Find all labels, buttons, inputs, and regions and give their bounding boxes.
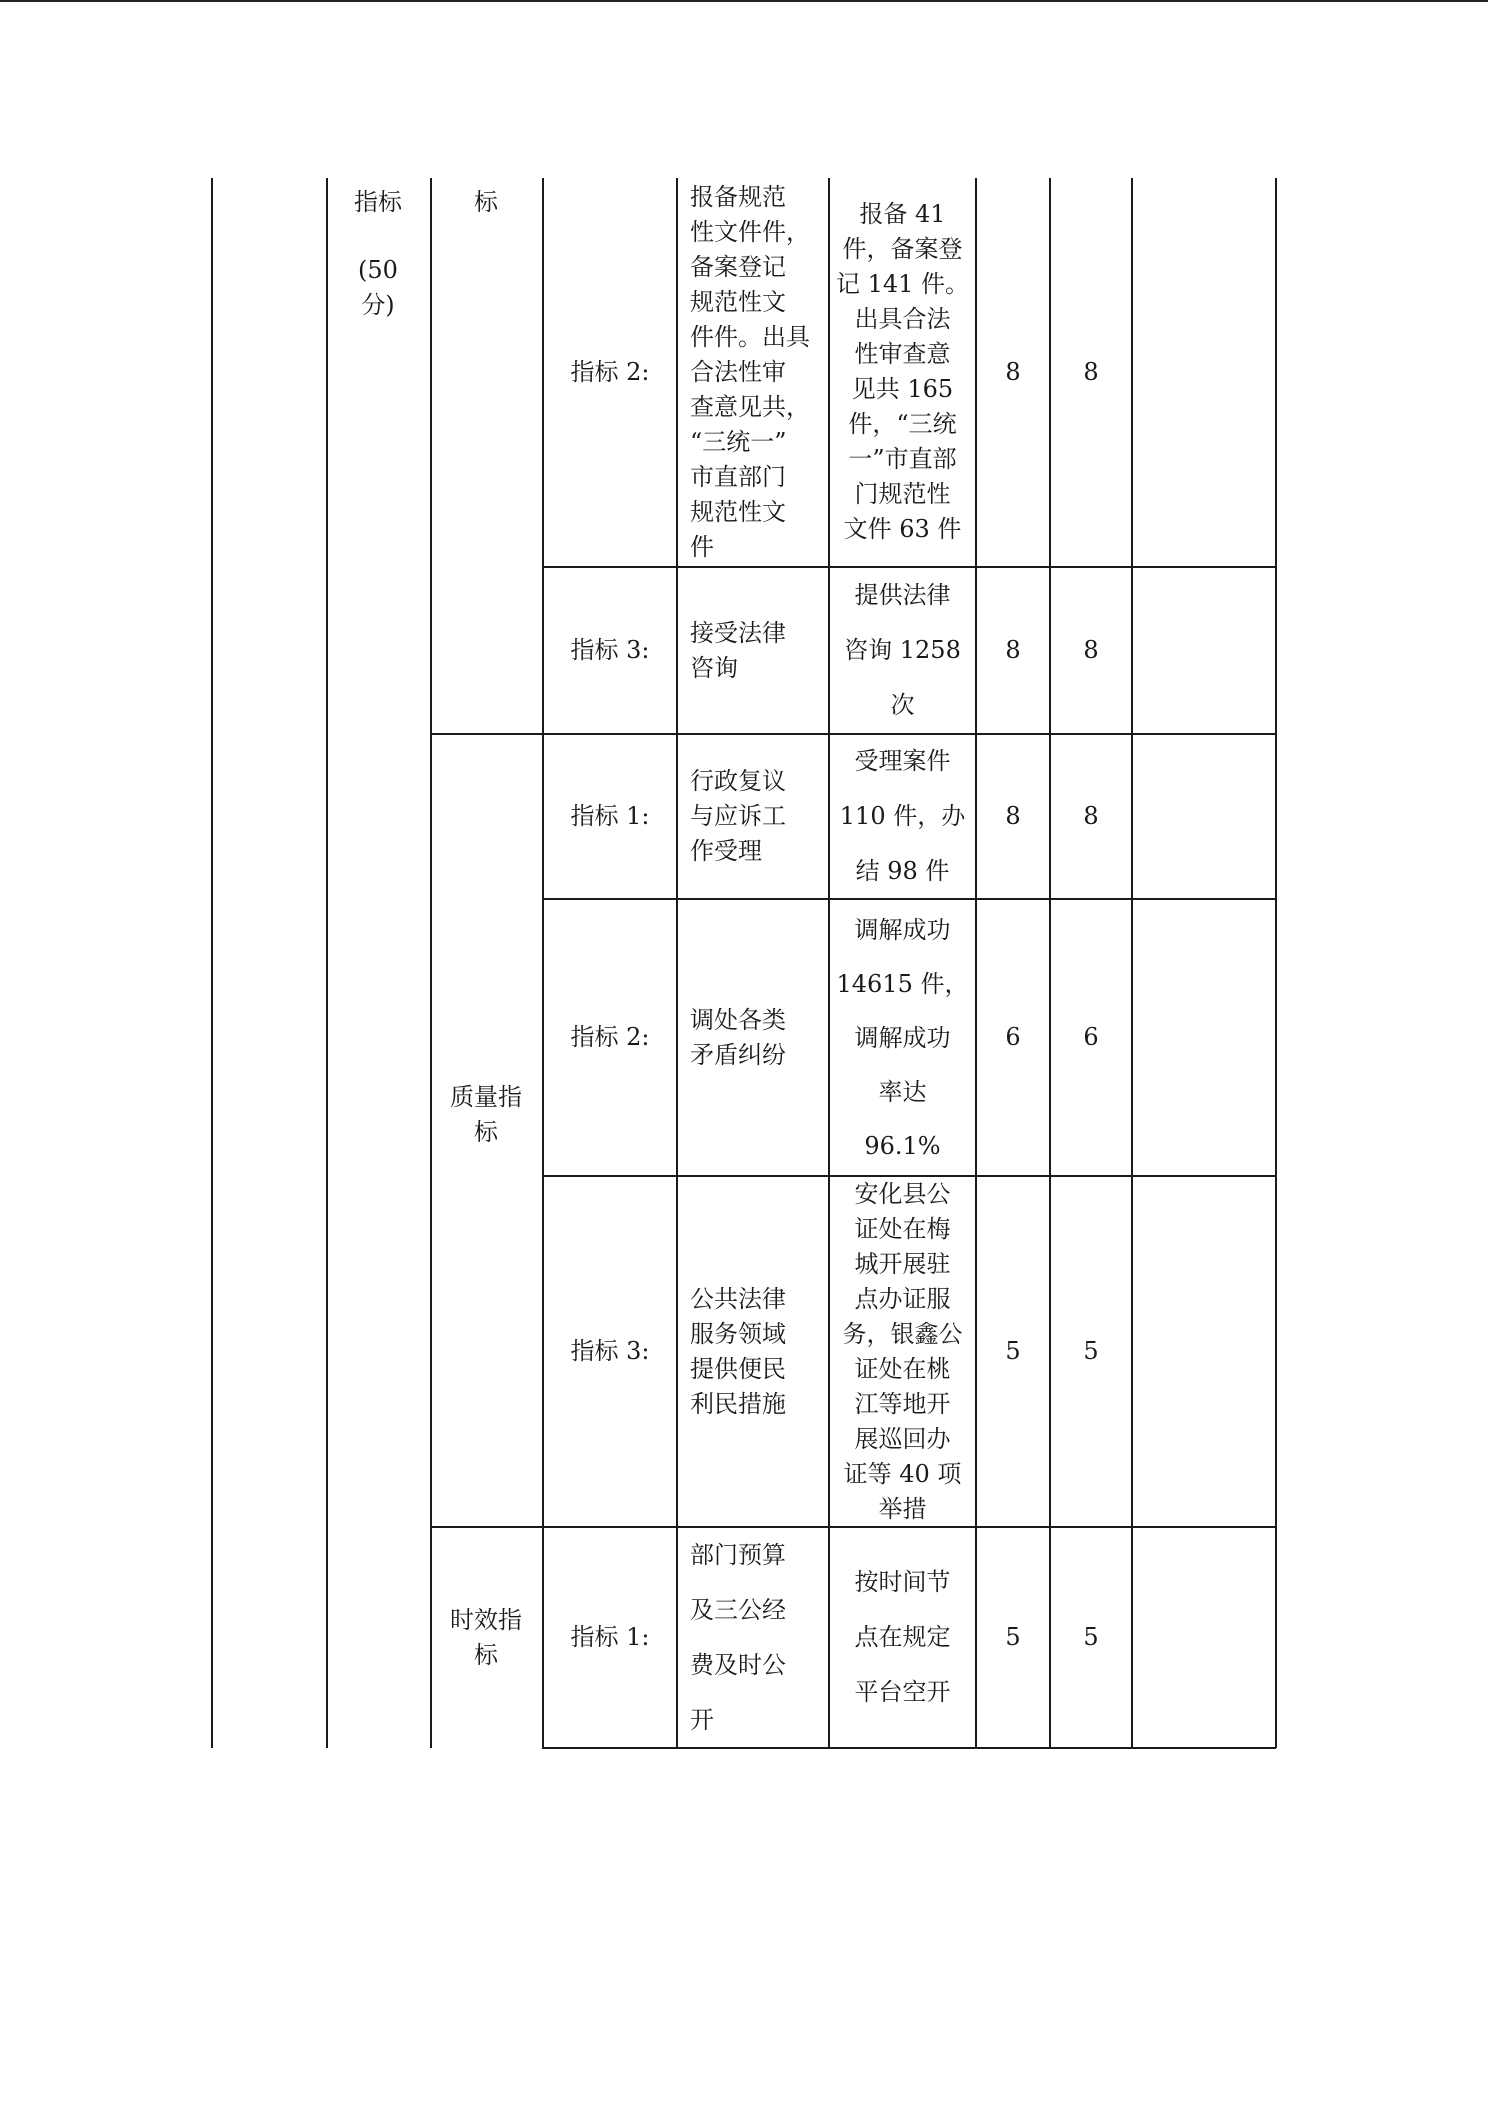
- table-line: [430, 178, 432, 1748]
- indicator-weight: 8: [1005, 636, 1021, 664]
- indicator-note: [1133, 735, 1275, 898]
- indicator-result: 受理案件 110 件，办 结 98 件: [839, 747, 966, 885]
- table-line: [1275, 178, 1277, 1748]
- indicator-weight: 5: [1005, 1337, 1021, 1365]
- indicator-content: 接受法律 咨询: [690, 618, 786, 682]
- indicator-result: 调解成功 14615 件， 调解成功 率达 96.1%: [836, 915, 969, 1160]
- indicator-note: [1133, 568, 1275, 733]
- group-name: 标: [474, 187, 498, 216]
- indicator-score: 8: [1083, 802, 1099, 830]
- indicator-result: 报备 41 件，备案登 记 141 件。 出具合法 性审查意 见共 165 件，“三统 一”市直部 门规范性 文件 63 件: [835, 200, 970, 543]
- indicator-score: 8: [1083, 357, 1099, 386]
- indicator-label: 指标 2:: [570, 357, 650, 386]
- indicator-label: 指标 1:: [570, 802, 650, 830]
- indicator-score: 8: [1083, 636, 1099, 664]
- group-name: 时效指 标: [450, 1606, 522, 1669]
- table-line: [542, 1747, 1276, 1749]
- indicator-label: 指标 3:: [570, 1337, 650, 1365]
- indicator-note: [1133, 900, 1275, 1175]
- group-name: 质量指 标: [450, 1083, 522, 1146]
- indicator-note: [1133, 1528, 1275, 1747]
- indicator-result: 安化县公 证处在梅 城开展驻 点办证服 务，银鑫公 证处在桃 江等地开 展巡回办 证等 40 项 举措: [842, 1179, 963, 1523]
- table-line: [676, 178, 678, 1748]
- indicator-weight: 5: [1005, 1623, 1021, 1651]
- indicator-label: 指标 1:: [570, 1623, 650, 1651]
- indicator-result: 按时间节 点在规定 平台空开: [854, 1568, 951, 1706]
- indicator-score: 6: [1083, 1023, 1099, 1051]
- indicator-result: 提供法律 咨询 1258 次: [844, 581, 961, 719]
- table-line: [326, 178, 328, 1748]
- indicator-weight: 6: [1005, 1023, 1021, 1051]
- indicator-content: 公共法律 服务领域 提供便民 利民措施: [690, 1284, 786, 1418]
- level2-indicator-label: 指标: [354, 187, 402, 216]
- indicator-label: 指标 2:: [570, 1023, 650, 1051]
- indicator-content: 报备规范 性文件件， 备案登记 规范性文 件件。出具 合法性审 查意见共， “三统一” 市直部门 规范性文 件: [690, 182, 810, 561]
- indicator-label: 指标 3:: [570, 636, 650, 664]
- indicator-weight: 8: [1005, 357, 1021, 386]
- indicator-note: [1133, 178, 1275, 566]
- indicator-weight: 8: [1005, 802, 1021, 830]
- table-line: [211, 178, 213, 1748]
- indicator-score: 5: [1083, 1337, 1099, 1365]
- indicator-content: 调处各类 矛盾纠纷: [690, 1005, 786, 1069]
- indicator-score: 5: [1083, 1623, 1099, 1651]
- indicator-content: 行政复议 与应诉工 作受理: [690, 767, 786, 865]
- indicator-note: [1133, 1177, 1275, 1526]
- level2-indicator-score: (50 分): [358, 256, 398, 319]
- page-top-edge: [0, 0, 1488, 2]
- indicator-content: 部门预算 及三公经 费及时公 开: [690, 1540, 786, 1734]
